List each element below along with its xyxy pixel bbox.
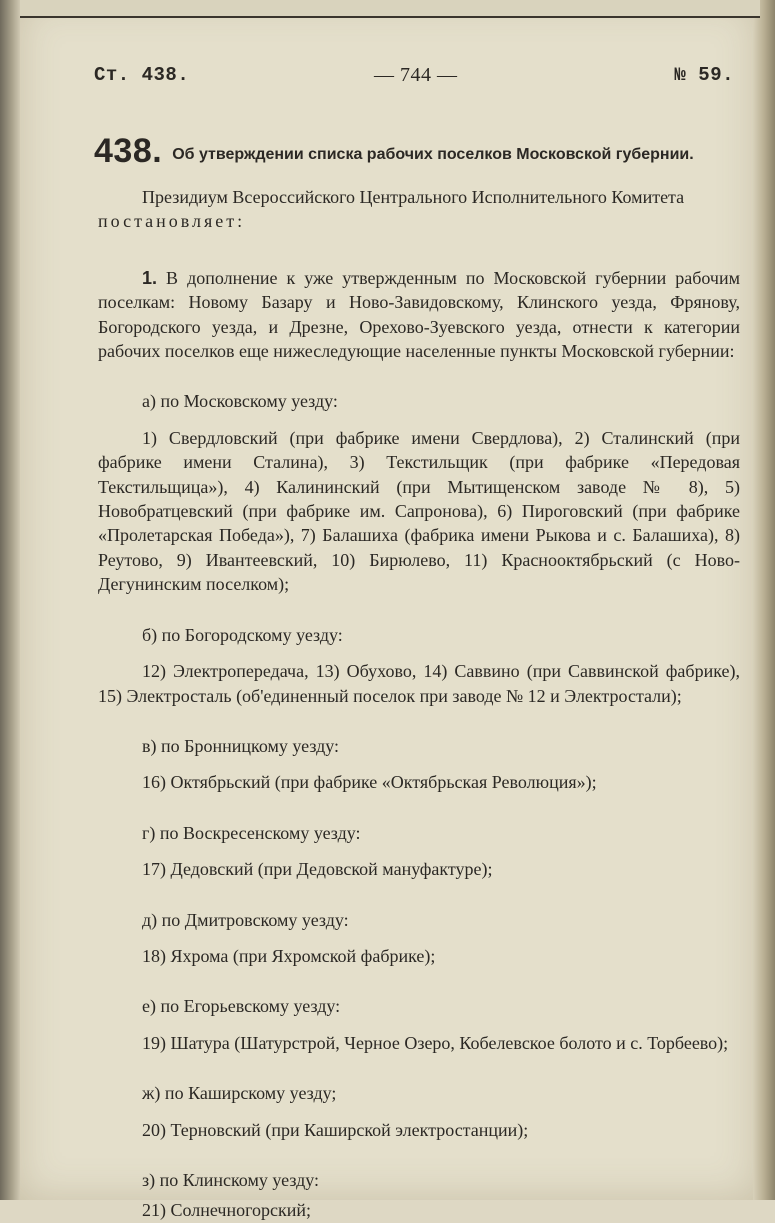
preamble-decree: постановляет: — [98, 211, 246, 232]
section-heading-d: д) по Дмитровскому уезду: — [142, 909, 349, 930]
section-heading-b: б) по Богородскому уезду: — [142, 624, 343, 645]
page-edge-right — [753, 0, 775, 1200]
section-items-e: 19) Шатура (Шатурстрой, Черное Озеро, Кобелевское болото и с. Торбеево); — [142, 1032, 729, 1053]
article-number: 438. — [94, 132, 163, 170]
page-edge-left — [0, 0, 20, 1200]
clause-1 — [98, 266, 740, 364]
page-number: — 744 — — [374, 64, 458, 86]
section-items-g: 17) Дедовский (при Дедовской мануфактуре); — [142, 859, 493, 880]
top-rule — [20, 0, 760, 18]
section-heading-zh: ж) по Каширскому уезду; — [142, 1083, 337, 1104]
section-items-v: 16) Октябрьский (при фабрике «Октябрьская Революция»); — [142, 772, 597, 793]
preamble-line: Президиум Всероссийского Центрального Исполнительного Комитета — [142, 187, 685, 207]
article-title-text: Об утверждении списка рабочих поселков Московской губернии. — [172, 146, 694, 163]
section-items-d: 18) Яхрома (при Яхромской фабрике); — [142, 945, 436, 966]
section-items-b: 12) Электропередача, 13) Обухово, 14) Саввино (при Саввинской фабрике), 15) Электросталь (об'единенный поселок при заводе № 12 и Электростали); — [98, 661, 740, 706]
running-header — [94, 64, 740, 94]
section-items-zh: 20) Терновский (при Каширской электростанции); — [142, 1119, 529, 1140]
section-heading-v: в) по Бронницкому уезду: — [142, 735, 340, 756]
article-ref: Ст. 438. — [94, 64, 190, 86]
section-items-a: 1) Свердловский (при фабрике имени Свердлова), 2) Сталинский (при фабрике имени Сталина), 3) Текстильщик (при фабрике «Передовая Текстильщица»), 4) Калининский (при Мытищенском заводе № 8), 5) Новобратцевский (при фабрике им. Сапронова), 6) Пироговский (при фабрике «Пролетарская Победа»), 7) Балашиха (фабрика имени Рыкова и с. Балашиха), 8) Реутово, 9) Ивантеевский, 10) Бирюлево, 11) Краснооктябрьский (с Ново-Дегунинским поселком); — [98, 427, 740, 595]
article-title — [94, 132, 744, 171]
clause-number: 1. — [142, 267, 158, 288]
clause-text: В дополнение к уже утвержденным по Московской губернии рабочим поселкам: Новому Базару и Ново-Завидовскому, Клинского уезда, Фрянову, Богородского уезда, и Дрезне, Орехово-Зуевского уезда, отнести к категории рабочих поселков еще нижеследующие населенные пункты Московской губернии: — [98, 267, 740, 362]
section-heading-a: а) по Московскому уезду: — [142, 391, 338, 412]
section-heading-g: г) по Воскресенскому уезду: — [142, 822, 361, 843]
issue-number: № 59. — [674, 64, 734, 86]
section-items-z: 21) Солнечногорский; — [142, 1200, 312, 1221]
section-heading-z: з) по Клинскому уезду: — [142, 1169, 320, 1190]
section-heading-e: е) по Егорьевскому уезду: — [142, 996, 341, 1017]
document-body — [98, 185, 740, 1223]
